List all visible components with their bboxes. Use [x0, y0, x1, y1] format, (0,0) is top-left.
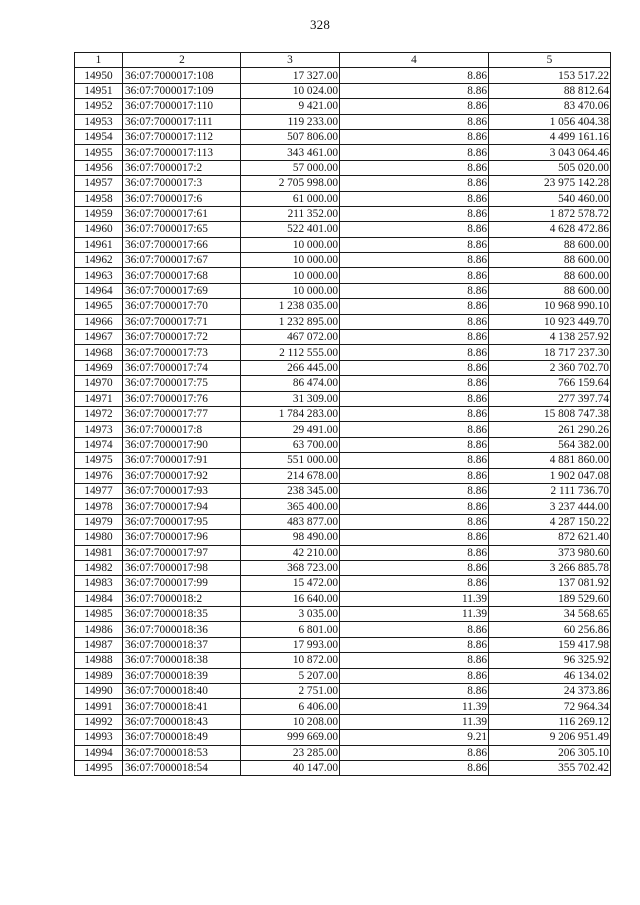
table-row	[75, 68, 611, 83]
area-cell: 214 678.00	[241, 468, 340, 483]
row-number-cell: 14985	[75, 607, 123, 622]
cadastral-number-cell: 36:07:7000017:93	[123, 483, 241, 498]
rate-cell: 8.86	[340, 206, 489, 221]
rate-cell: 8.86	[340, 560, 489, 575]
rate-cell: 8.86	[340, 530, 489, 545]
value-cell: 18 717 237.30	[489, 345, 611, 360]
area-cell: 61 000.00	[241, 191, 340, 206]
table-row	[75, 699, 611, 714]
table-row	[75, 607, 611, 622]
cadastral-number-cell: 36:07:7000017:77	[123, 406, 241, 421]
row-number-cell: 14989	[75, 668, 123, 683]
value-cell: 1 056 404.38	[489, 114, 611, 129]
rate-cell: 8.86	[340, 314, 489, 329]
rate-cell: 8.86	[340, 160, 489, 175]
table-row	[75, 114, 611, 129]
rate-cell: 8.86	[340, 330, 489, 345]
row-number-cell: 14951	[75, 83, 123, 98]
value-cell: 261 290.26	[489, 422, 611, 437]
cadastral-number-cell: 36:07:7000018:2	[123, 591, 241, 606]
cadastral-number-cell: 36:07:7000017:69	[123, 283, 241, 298]
table-row	[75, 730, 611, 745]
column-header-5: 5	[489, 53, 611, 68]
row-number-cell: 14982	[75, 560, 123, 575]
cadastral-number-cell: 36:07:7000017:2	[123, 160, 241, 175]
cadastral-number-cell: 36:07:7000017:66	[123, 237, 241, 252]
area-cell: 266 445.00	[241, 360, 340, 375]
value-cell: 10 923 449.70	[489, 314, 611, 329]
area-cell: 1 232 895.00	[241, 314, 340, 329]
value-cell: 153 517.22	[489, 68, 611, 83]
area-cell: 63 700.00	[241, 437, 340, 452]
row-number-cell: 14965	[75, 299, 123, 314]
table-row	[75, 283, 611, 298]
cadastral-number-cell: 36:07:7000018:53	[123, 745, 241, 760]
value-cell: 9 206 951.49	[489, 730, 611, 745]
value-cell: 355 702.42	[489, 760, 611, 775]
rate-cell: 8.86	[340, 345, 489, 360]
value-cell: 4 881 860.00	[489, 453, 611, 468]
area-cell: 57 000.00	[241, 160, 340, 175]
area-cell: 483 877.00	[241, 514, 340, 529]
value-cell: 277 397.74	[489, 391, 611, 406]
rate-cell: 8.86	[340, 637, 489, 652]
table-row	[75, 145, 611, 160]
row-number-cell: 14986	[75, 622, 123, 637]
row-number-cell: 14966	[75, 314, 123, 329]
value-cell: 540 460.00	[489, 191, 611, 206]
rate-cell: 8.86	[340, 437, 489, 452]
value-cell: 10 968 990.10	[489, 299, 611, 314]
cadastral-number-cell: 36:07:7000017:99	[123, 576, 241, 591]
rate-cell: 8.86	[340, 653, 489, 668]
area-cell: 3 035.00	[241, 607, 340, 622]
value-cell: 505 020.00	[489, 160, 611, 175]
value-cell: 137 081.92	[489, 576, 611, 591]
table-row	[75, 714, 611, 729]
cadastral-number-cell: 36:07:7000017:91	[123, 453, 241, 468]
area-cell: 10 000.00	[241, 237, 340, 252]
row-number-cell: 14988	[75, 653, 123, 668]
row-number-cell: 14973	[75, 422, 123, 437]
row-number-cell: 14950	[75, 68, 123, 83]
table-row	[75, 545, 611, 560]
cadastral-number-cell: 36:07:7000017:61	[123, 206, 241, 221]
table-row	[75, 222, 611, 237]
cadastral-number-cell: 36:07:7000017:8	[123, 422, 241, 437]
table-row	[75, 637, 611, 652]
value-cell: 1 872 578.72	[489, 206, 611, 221]
cadastral-number-cell: 36:07:7000017:112	[123, 129, 241, 144]
table-row	[75, 453, 611, 468]
value-cell: 88 600.00	[489, 283, 611, 298]
area-cell: 467 072.00	[241, 330, 340, 345]
row-number-cell: 14978	[75, 499, 123, 514]
table-row	[75, 314, 611, 329]
area-cell: 551 000.00	[241, 453, 340, 468]
cadastral-number-cell: 36:07:7000017:92	[123, 468, 241, 483]
area-cell: 5 207.00	[241, 668, 340, 683]
row-number-cell: 14959	[75, 206, 123, 221]
row-number-cell: 14955	[75, 145, 123, 160]
rate-cell: 8.86	[340, 376, 489, 391]
value-cell: 24 373.86	[489, 684, 611, 699]
area-cell: 42 210.00	[241, 545, 340, 560]
row-number-cell: 14991	[75, 699, 123, 714]
row-number-cell: 14979	[75, 514, 123, 529]
area-cell: 211 352.00	[241, 206, 340, 221]
row-number-cell: 14974	[75, 437, 123, 452]
rate-cell: 8.86	[340, 299, 489, 314]
cadastral-number-cell: 36:07:7000017:76	[123, 391, 241, 406]
row-number-cell: 14969	[75, 360, 123, 375]
cadastral-number-cell: 36:07:7000018:37	[123, 637, 241, 652]
value-cell: 4 499 161.16	[489, 129, 611, 144]
area-cell: 10 000.00	[241, 268, 340, 283]
area-cell: 17 327.00	[241, 68, 340, 83]
table-row	[75, 376, 611, 391]
row-number-cell: 14967	[75, 330, 123, 345]
row-number-cell: 14954	[75, 129, 123, 144]
cadastral-number-cell: 36:07:7000017:70	[123, 299, 241, 314]
cadastral-number-cell: 36:07:7000017:67	[123, 253, 241, 268]
value-cell: 2 111 736.70	[489, 483, 611, 498]
cadastral-number-cell: 36:07:7000017:72	[123, 330, 241, 345]
rate-cell: 8.86	[340, 622, 489, 637]
table-body	[75, 68, 611, 776]
row-number-cell: 14962	[75, 253, 123, 268]
cadastral-number-cell: 36:07:7000017:98	[123, 560, 241, 575]
row-number-cell: 14984	[75, 591, 123, 606]
rate-cell: 8.86	[340, 684, 489, 699]
cadastral-number-cell: 36:07:7000017:3	[123, 176, 241, 191]
table-row	[75, 237, 611, 252]
table-row	[75, 653, 611, 668]
value-cell: 88 600.00	[489, 237, 611, 252]
row-number-cell: 14952	[75, 99, 123, 114]
table-row	[75, 499, 611, 514]
area-cell: 10 000.00	[241, 283, 340, 298]
area-cell: 238 345.00	[241, 483, 340, 498]
cadastral-number-cell: 36:07:7000017:68	[123, 268, 241, 283]
value-cell: 60 256.86	[489, 622, 611, 637]
table-row	[75, 560, 611, 575]
area-cell: 2 705 998.00	[241, 176, 340, 191]
rate-cell: 8.86	[340, 514, 489, 529]
value-cell: 88 812.64	[489, 83, 611, 98]
row-number-cell: 14957	[75, 176, 123, 191]
table-row	[75, 176, 611, 191]
cadastral-number-cell: 36:07:7000017:109	[123, 83, 241, 98]
value-cell: 3 266 885.78	[489, 560, 611, 575]
area-cell: 10 208.00	[241, 714, 340, 729]
row-number-cell: 14972	[75, 406, 123, 421]
area-cell: 9 421.00	[241, 99, 340, 114]
value-cell: 88 600.00	[489, 253, 611, 268]
rate-cell: 8.86	[340, 253, 489, 268]
row-number-cell: 14983	[75, 576, 123, 591]
rate-cell: 8.86	[340, 745, 489, 760]
row-number-cell: 14956	[75, 160, 123, 175]
rate-cell: 8.86	[340, 99, 489, 114]
rate-cell: 8.86	[340, 668, 489, 683]
value-cell: 3 237 444.00	[489, 499, 611, 514]
table-row	[75, 668, 611, 683]
cadastral-number-cell: 36:07:7000017:113	[123, 145, 241, 160]
value-cell: 72 964.34	[489, 699, 611, 714]
area-cell: 40 147.00	[241, 760, 340, 775]
rate-cell: 8.86	[340, 453, 489, 468]
area-cell: 2 751.00	[241, 684, 340, 699]
area-cell: 368 723.00	[241, 560, 340, 575]
row-number-cell: 14980	[75, 530, 123, 545]
value-cell: 159 417.98	[489, 637, 611, 652]
area-cell: 29 491.00	[241, 422, 340, 437]
rate-cell: 8.86	[340, 176, 489, 191]
rate-cell: 8.86	[340, 468, 489, 483]
area-cell: 999 669.00	[241, 730, 340, 745]
cadastral-number-cell: 36:07:7000017:108	[123, 68, 241, 83]
rate-cell: 8.86	[340, 499, 489, 514]
rate-cell: 8.86	[340, 68, 489, 83]
table-header-row	[75, 53, 611, 68]
area-cell: 98 490.00	[241, 530, 340, 545]
rate-cell: 11.39	[340, 607, 489, 622]
value-cell: 3 043 064.46	[489, 145, 611, 160]
value-cell: 564 382.00	[489, 437, 611, 452]
table-row	[75, 437, 611, 452]
rate-cell: 8.86	[340, 576, 489, 591]
table-row	[75, 99, 611, 114]
row-number-cell: 14987	[75, 637, 123, 652]
value-cell: 34 568.65	[489, 607, 611, 622]
table-row	[75, 253, 611, 268]
value-cell: 23 975 142.28	[489, 176, 611, 191]
data-table	[74, 52, 611, 776]
table-row	[75, 591, 611, 606]
row-number-cell: 14960	[75, 222, 123, 237]
rate-cell: 8.86	[340, 145, 489, 160]
cadastral-number-cell: 36:07:7000018:39	[123, 668, 241, 683]
value-cell: 1 902 047.08	[489, 468, 611, 483]
rate-cell: 8.86	[340, 545, 489, 560]
cadastral-number-cell: 36:07:7000017:111	[123, 114, 241, 129]
table-row	[75, 684, 611, 699]
column-header-3: 3	[241, 53, 340, 68]
area-cell: 6 801.00	[241, 622, 340, 637]
value-cell: 15 808 747.38	[489, 406, 611, 421]
value-cell: 4 287 150.22	[489, 514, 611, 529]
area-cell: 31 309.00	[241, 391, 340, 406]
area-cell: 10 000.00	[241, 253, 340, 268]
row-number-cell: 14964	[75, 283, 123, 298]
cadastral-number-cell: 36:07:7000017:65	[123, 222, 241, 237]
row-number-cell: 14968	[75, 345, 123, 360]
area-cell: 1 784 283.00	[241, 406, 340, 421]
table-row	[75, 422, 611, 437]
area-cell: 1 238 035.00	[241, 299, 340, 314]
cadastral-number-cell: 36:07:7000017:75	[123, 376, 241, 391]
table-row	[75, 129, 611, 144]
area-cell: 10 024.00	[241, 83, 340, 98]
table-row	[75, 160, 611, 175]
row-number-cell: 14961	[75, 237, 123, 252]
row-number-cell: 14953	[75, 114, 123, 129]
value-cell: 189 529.60	[489, 591, 611, 606]
cadastral-number-cell: 36:07:7000018:40	[123, 684, 241, 699]
value-cell: 4 628 472.86	[489, 222, 611, 237]
value-cell: 4 138 257.92	[489, 330, 611, 345]
cadastral-number-cell: 36:07:7000017:95	[123, 514, 241, 529]
table-row	[75, 206, 611, 221]
table-row	[75, 576, 611, 591]
area-cell: 10 872.00	[241, 653, 340, 668]
area-cell: 343 461.00	[241, 145, 340, 160]
cadastral-number-cell: 36:07:7000018:36	[123, 622, 241, 637]
table-row	[75, 760, 611, 775]
area-cell: 119 233.00	[241, 114, 340, 129]
row-number-cell: 14970	[75, 376, 123, 391]
rate-cell: 11.39	[340, 591, 489, 606]
area-cell: 2 112 555.00	[241, 345, 340, 360]
page-number: 328	[309, 17, 331, 32]
area-cell: 6 406.00	[241, 699, 340, 714]
value-cell: 2 360 702.70	[489, 360, 611, 375]
value-cell: 373 980.60	[489, 545, 611, 560]
rate-cell: 8.86	[340, 83, 489, 98]
cadastral-number-cell: 36:07:7000018:41	[123, 699, 241, 714]
row-number-cell: 14977	[75, 483, 123, 498]
area-cell: 522 401.00	[241, 222, 340, 237]
value-cell: 206 305.10	[489, 745, 611, 760]
table-row	[75, 468, 611, 483]
rate-cell: 8.86	[340, 422, 489, 437]
column-header-4: 4	[340, 53, 489, 68]
area-cell: 507 806.00	[241, 129, 340, 144]
row-number-cell: 14995	[75, 760, 123, 775]
rate-cell: 11.39	[340, 699, 489, 714]
cadastral-number-cell: 36:07:7000018:43	[123, 714, 241, 729]
row-number-cell: 14981	[75, 545, 123, 560]
value-cell: 83 470.06	[489, 99, 611, 114]
rate-cell: 8.86	[340, 406, 489, 421]
rate-cell: 8.86	[340, 391, 489, 406]
cadastral-number-cell: 36:07:7000017:94	[123, 499, 241, 514]
rate-cell: 8.86	[340, 360, 489, 375]
area-cell: 16 640.00	[241, 591, 340, 606]
value-cell: 46 134.02	[489, 668, 611, 683]
area-cell: 86 474.00	[241, 376, 340, 391]
value-cell: 88 600.00	[489, 268, 611, 283]
cadastral-number-cell: 36:07:7000017:71	[123, 314, 241, 329]
cadastral-number-cell: 36:07:7000017:96	[123, 530, 241, 545]
column-header-1: 1	[75, 53, 123, 68]
row-number-cell: 14963	[75, 268, 123, 283]
cadastral-number-cell: 36:07:7000018:49	[123, 730, 241, 745]
rate-cell: 8.86	[340, 114, 489, 129]
value-cell: 766 159.64	[489, 376, 611, 391]
table-row	[75, 191, 611, 206]
cadastral-number-cell: 36:07:7000018:35	[123, 607, 241, 622]
table-row	[75, 406, 611, 421]
table-row	[75, 622, 611, 637]
table-row	[75, 299, 611, 314]
row-number-cell: 14976	[75, 468, 123, 483]
cadastral-number-cell: 36:07:7000017:6	[123, 191, 241, 206]
rate-cell: 8.86	[340, 283, 489, 298]
rate-cell: 8.86	[340, 483, 489, 498]
column-header-2: 2	[123, 53, 241, 68]
rate-cell: 8.86	[340, 237, 489, 252]
row-number-cell: 14958	[75, 191, 123, 206]
row-number-cell: 14990	[75, 684, 123, 699]
rate-cell: 8.86	[340, 760, 489, 775]
cadastral-number-cell: 36:07:7000017:74	[123, 360, 241, 375]
row-number-cell: 14994	[75, 745, 123, 760]
table-row	[75, 514, 611, 529]
table-row	[75, 345, 611, 360]
table-row	[75, 530, 611, 545]
row-number-cell: 14993	[75, 730, 123, 745]
rate-cell: 8.86	[340, 222, 489, 237]
cadastral-number-cell: 36:07:7000018:38	[123, 653, 241, 668]
cadastral-number-cell: 36:07:7000017:97	[123, 545, 241, 560]
row-number-cell: 14975	[75, 453, 123, 468]
table-row	[75, 83, 611, 98]
table-row	[75, 745, 611, 760]
rate-cell: 8.86	[340, 268, 489, 283]
row-number-cell: 14971	[75, 391, 123, 406]
table-row	[75, 391, 611, 406]
value-cell: 116 269.12	[489, 714, 611, 729]
rate-cell: 8.86	[340, 129, 489, 144]
table-row	[75, 268, 611, 283]
value-cell: 872 621.40	[489, 530, 611, 545]
area-cell: 17 993.00	[241, 637, 340, 652]
table-row	[75, 330, 611, 345]
area-cell: 15 472.00	[241, 576, 340, 591]
area-cell: 365 400.00	[241, 499, 340, 514]
cadastral-number-cell: 36:07:7000017:90	[123, 437, 241, 452]
rate-cell: 11.39	[340, 714, 489, 729]
row-number-cell: 14992	[75, 714, 123, 729]
table-row	[75, 483, 611, 498]
cadastral-number-cell: 36:07:7000018:54	[123, 760, 241, 775]
cadastral-number-cell: 36:07:7000017:110	[123, 99, 241, 114]
value-cell: 96 325.92	[489, 653, 611, 668]
table-row	[75, 360, 611, 375]
rate-cell: 8.86	[340, 191, 489, 206]
rate-cell: 9.21	[340, 730, 489, 745]
area-cell: 23 285.00	[241, 745, 340, 760]
cadastral-number-cell: 36:07:7000017:73	[123, 345, 241, 360]
